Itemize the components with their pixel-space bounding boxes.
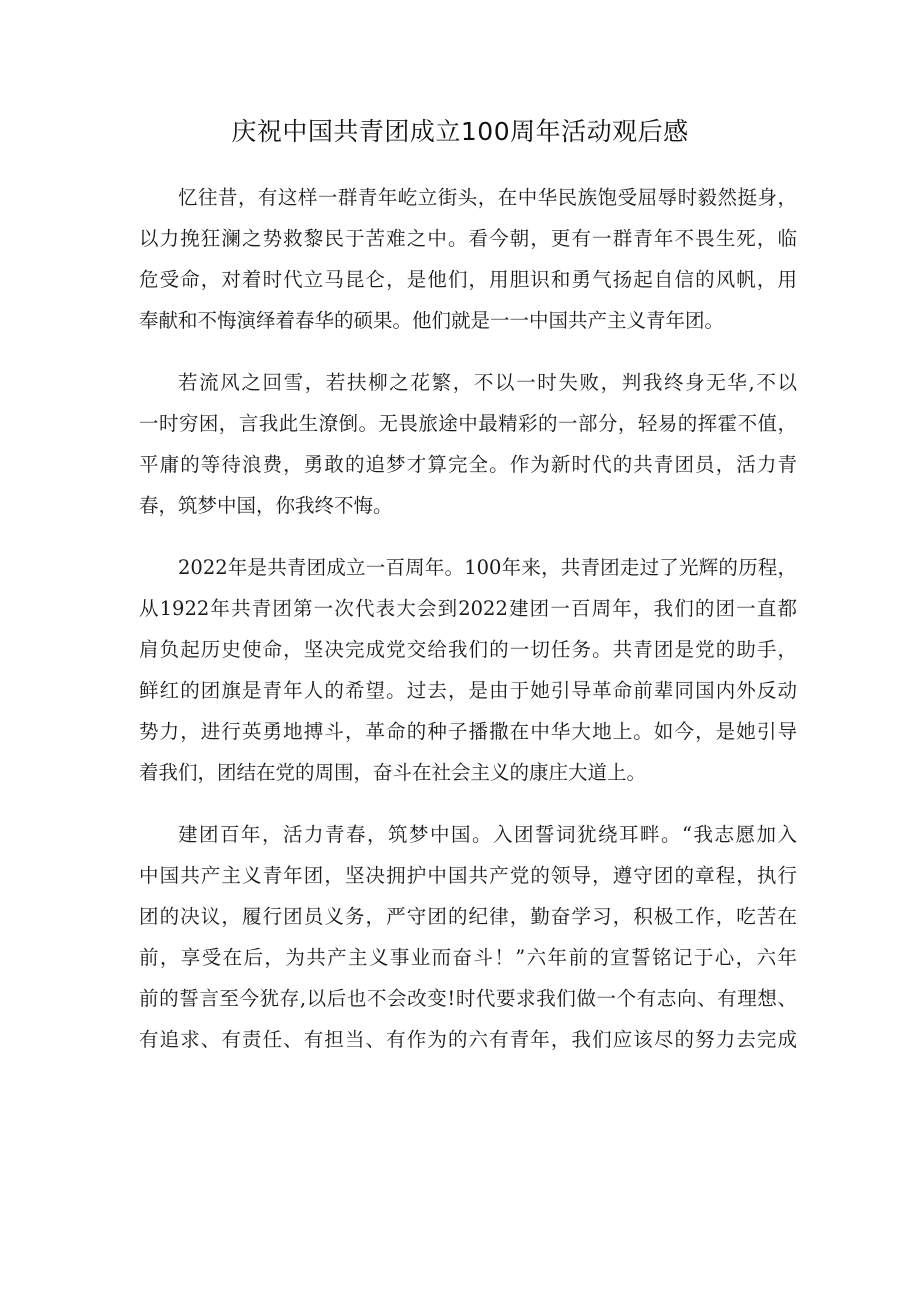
paragraph-line: 势力，进行英勇地搏斗，革命的种子播撒在中华大地上。如今，是她引导 [139,720,797,743]
paragraph-line: 建团百年，活力青春，筑梦中国。入团誓词犹绕耳畔。“我志愿加入 [178,823,797,846]
document-body [139,177,797,1081]
paragraph-3 [139,547,797,793]
document-title: 庆祝中国共青团成立100周年活动观后感 [231,117,689,146]
paragraph-line: 从1922年共青团第一次代表大会到2022建团一百周年，我们的团一直都 [139,597,797,620]
paragraph-line: 2022年是共青团成立一百周年。100年来，共青团走过了光辉的历程， [178,556,797,579]
paragraph-line: 春，筑梦中国，你我终不悔。 [139,494,393,517]
paragraph-line: 着我们，团结在党的周围，奋斗在社会主义的康庄大道上。 [139,761,647,784]
paragraph-line: 中国共产主义青年团，坚决拥护中国共产党的领导，遵守团的章程，执行 [139,864,797,887]
paragraph-line: 有追求、有责任、有担当、有作为的六有青年，我们应该尽的努力去完成 [139,1028,797,1051]
paragraph-line: 肩负起历史使命，坚决完成党交给我们的一切任务。共青团是党的助手， [139,638,797,661]
paragraph-line: 团的决议，履行团员义务，严守团的纪律，勤奋学习，积极工作，吃苦在 [139,905,797,928]
paragraph-line: 一时穷困，言我此生潦倒。无畏旅途中最精彩的一部分，轻易的挥霍不值， [139,412,797,435]
paragraph-1 [139,177,797,341]
paragraph-line: 以力挽狂澜之势救黎民于苦难之中。看今朝，更有一群青年不畏生死，临 [139,227,797,250]
paragraph-line: 若流风之回雪，若扶柳之花繁，不以一时失败，判我终身无华,不以 [178,371,797,394]
paragraph-line: 奉献和不悔演绎着春华的硕果。他们就是一一中国共产主义青年团。 [139,309,725,332]
paragraph-line: 危受命，对着时代立马昆仑，是他们，用胆识和勇气扬起自信的风帆，用 [139,268,797,291]
paragraph-2 [139,362,797,526]
paragraph-line: 鲜红的团旗是青年人的希望。过去，是由于她引导革命前辈同国内外反动 [139,679,797,702]
paragraph-line: 忆往昔，有这样一群青年屹立街头，在中华民族饱受屈辱时毅然挺身， [178,186,797,209]
paragraph-line: 平庸的等待浪费，勇敢的追梦才算完全。作为新时代的共青团员，活力青 [139,453,797,476]
paragraph-line: 前，享受在后，为共产主义事业而奋斗！”六年前的宣誓铭记于心，六年 [139,946,797,969]
paragraph-line: 前的誓言至今犹存,以后也不会改变!时代要求我们做一个有志向、有理想、 [139,987,797,1010]
paragraph-4 [139,814,797,1060]
